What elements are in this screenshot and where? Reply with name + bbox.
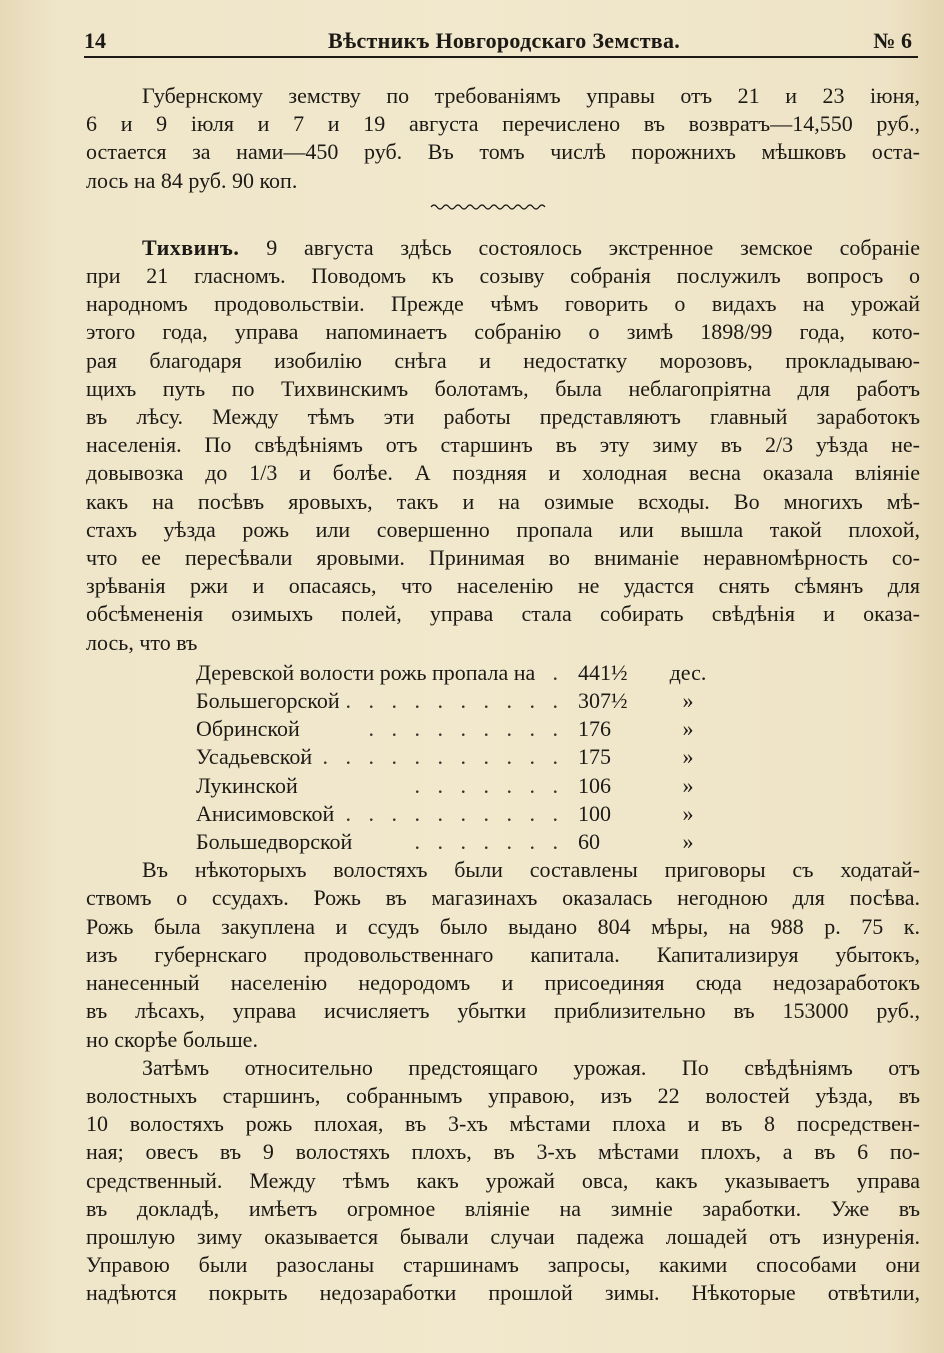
text-line: рая благодаря изобилію снѣга и недостатку морозовъ, прокладываю-: [86, 347, 920, 373]
parish-name: [196, 800, 578, 828]
text-line: населенія. По свѣдѣніямъ отъ старшинъ въ эту зиму въ 2/3 уѣзда не-: [86, 432, 920, 458]
parish-name: [196, 659, 578, 687]
parish-loss-table: [196, 659, 718, 856]
table-row: [196, 800, 718, 828]
parish-name-text: Лукинской: [196, 772, 298, 798]
loss-value: 60: [578, 829, 600, 855]
report-paragraph: [86, 234, 920, 657]
leader-dots: . . . . . . . . .: [368, 716, 564, 742]
text-line: 10 волостяхъ рожь плохая, въ 3-хъ мѣстами плоха и въ 8 посредствен-: [86, 1111, 920, 1137]
text-fragment: 9 августа здѣсь состоялось экстренное земское собраніе: [266, 234, 920, 260]
text-line: средственный. Между тѣмъ какъ урожай овса, какъ указываетъ управа: [86, 1167, 920, 1193]
place-heading: Тихвинъ.: [142, 234, 240, 260]
text-line: лось, что въ: [86, 629, 198, 655]
text-line: Губернскому земству по требованіямъ управы отъ 21 и 23 іюня,: [142, 83, 920, 108]
text-line: [86, 234, 920, 262]
loss-value: 307½: [578, 688, 628, 714]
table-row: [196, 743, 718, 771]
unit: »: [682, 744, 694, 770]
parish-name-text: Большедворской: [196, 829, 353, 855]
page-number: 14: [84, 28, 106, 53]
petition-paragraph: [86, 856, 920, 1053]
unit: »: [682, 688, 694, 714]
unit: дес.: [669, 659, 707, 685]
loss-value: 175: [578, 744, 611, 770]
header-rule: [84, 56, 918, 58]
loss-value: 100: [578, 800, 611, 826]
text-line: довывозка до 1/3 и болѣе. А поздняя и холодная весна оказала вліяніе: [86, 460, 920, 486]
table-row: [196, 659, 718, 687]
parish-name: [196, 687, 578, 715]
text-line: надѣются покрыть недозаработки прошлой зимы. Нѣкоторые отвѣтили,: [86, 1280, 920, 1306]
table-row: [196, 687, 718, 715]
text-line: щихъ путь по Тихвинскимъ болотамъ, была неблагопріятна для работъ: [86, 375, 920, 401]
issue-number: № 6: [873, 28, 912, 53]
text-line: ствомъ о ссудахъ. Рожь въ магазинахъ оказалась негодною для посѣва.: [86, 885, 920, 911]
parish-name: [196, 743, 578, 771]
text-line: 6 и 9 іюля и 7 и 19 августа перечислено въ возвратъ—14,550 руб.,: [86, 111, 920, 137]
text-line: Управою были разосланы старшинамъ запросы, какими способами они: [86, 1252, 920, 1278]
text-line: но скорѣе больше.: [86, 1026, 258, 1052]
leader-dots: . .: [529, 659, 564, 685]
text-line: народномъ продовольствіи. Прежде чѣмъ говорить о видахъ на урожай: [86, 291, 920, 317]
parish-name-text: Деревской волости рожь пропала на: [196, 659, 536, 685]
parish-name-text: Обринской: [196, 716, 300, 742]
text-line: при 21 гласномъ. Поводомъ къ созыву собранія послужилъ вопросъ о: [86, 263, 920, 289]
text-line: въ лѣсу. Между тѣмъ эти работы представляютъ главный заработокъ: [86, 404, 920, 430]
text-line: стахъ уѣзда рожь или совершенно пропала или вышла такой плохой,: [86, 516, 920, 542]
journal-title: Вѣстникъ Новгородскаго Земства.: [328, 28, 681, 53]
leader-dots: . . . . . . . . . . . .: [299, 744, 564, 770]
text-line: какъ на посѣвъ яровыхъ, такъ и на озимые всходы. Во многихъ мѣ-: [86, 488, 920, 514]
parish-name: [196, 828, 578, 856]
loss-value: 176: [578, 716, 611, 742]
text-line: волостныхъ старшинъ, собраннымъ управою, изъ 22 волостей уѣзда, въ: [86, 1082, 920, 1108]
text-line: этого года, управа напоминаетъ собранію о зимѣ 1898/99 года, кото-: [86, 319, 920, 345]
text-line: изъ губернскаго продовольственнаго капитала. Капитализируя убытокъ,: [86, 941, 920, 967]
leader-dots: . . . . . . . . . . .: [322, 800, 564, 826]
running-header: [84, 26, 922, 56]
parish-name: [196, 772, 578, 800]
unit: »: [682, 800, 694, 826]
unit: »: [682, 829, 694, 855]
leader-dots: . . . . . . .: [414, 772, 564, 798]
text-line: остается за нами—450 руб. Въ томъ числѣ порожнихъ мѣшковъ оста-: [86, 139, 920, 165]
parish-name-text: Анисимовской: [196, 800, 335, 826]
table-row: [196, 772, 718, 800]
text-line: Рожь была закуплена и ссудъ было выдано 804 мѣры, на 988 р. 75 к.: [86, 913, 920, 939]
unit: »: [682, 772, 694, 798]
text-line: обсѣмененія озимыхъ полей, управа стала собирать свѣдѣнія и оказа-: [86, 601, 920, 627]
text-line: лось на 84 руб. 90 коп.: [86, 167, 298, 193]
article-body: [86, 82, 920, 1308]
text-line: Въ нѣкоторыхъ волостяхъ были составлены приговоры съ ходатай-: [142, 857, 920, 883]
text-line: въ лѣсахъ, управа исчисляетъ убытки приблизительно въ 153000 руб.,: [86, 998, 920, 1024]
wavy-divider: [429, 202, 547, 212]
loss-value: 441½: [578, 659, 628, 685]
text-line: нанесенный населенію недородомъ и присоединяя сюда недозаработокъ: [86, 970, 920, 996]
table-row: [196, 715, 718, 743]
leader-dots: . . . . . . .: [414, 829, 564, 855]
unit: »: [682, 716, 694, 742]
parish-name-text: Усадьевской: [196, 744, 313, 770]
text-line: въ докладѣ, имѣетъ огромное вліяніе на зимніе заработки. Уже въ: [86, 1195, 920, 1221]
text-line: прошлую зиму оказывается бывали случаи падежа лошадей отъ изнуренія.: [86, 1223, 920, 1249]
parish-name: [196, 715, 578, 743]
text-line: зрѣванія ржи и опасаясь, что населенію не удастся снять сѣмянъ для: [86, 573, 920, 599]
harvest-paragraph: [86, 1054, 920, 1308]
loss-value: 106: [578, 772, 611, 798]
text-line: Затѣмъ относительно предстоящаго урожая. По свѣдѣніямъ отъ: [142, 1054, 920, 1080]
parish-name-text: Большегорской: [196, 688, 340, 714]
leader-dots: . . . . . . . . . .: [345, 688, 564, 714]
text-line: что ее пересѣвали яровыми. Принимая во вниманіе неравномѣрность со-: [86, 545, 920, 571]
intro-paragraph: [86, 82, 920, 195]
text-line: ная; овесъ въ 9 волостяхъ плохъ, въ 3-хъ мѣстами плохъ, а въ 6 по-: [86, 1139, 920, 1165]
table-row: [196, 828, 718, 856]
